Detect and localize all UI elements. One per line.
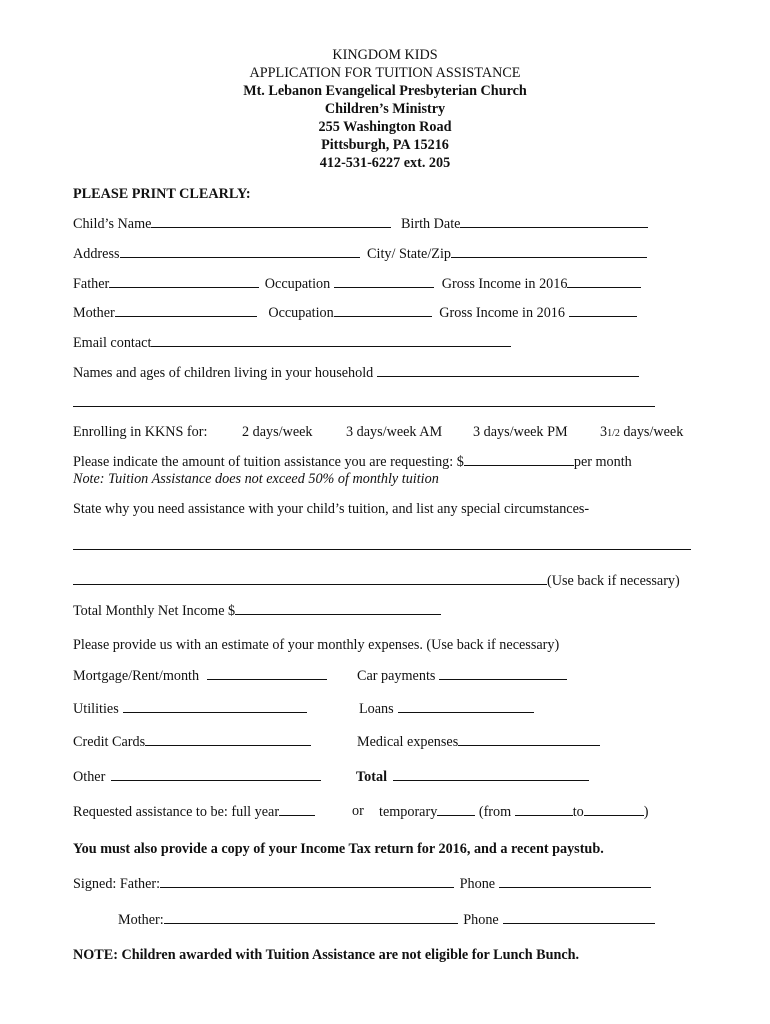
car-payments-row — [357, 666, 567, 685]
header-church-name: Mt. Lebanon Evangelical Presbyterian Church — [243, 83, 527, 99]
mother-signature-label: Mother: — [118, 912, 164, 928]
use-back-note: (Use back if necessary) — [547, 573, 680, 589]
credit-cards-label: Credit Cards — [73, 734, 146, 750]
mother-occupation-field[interactable] — [334, 303, 432, 317]
birth-date-label: Birth Date — [400, 216, 461, 232]
other-label: Other — [73, 769, 106, 785]
enrolling-label: Enrolling in KKNS for: — [73, 424, 208, 440]
credit-cards-field[interactable] — [145, 732, 311, 746]
state-why-label: State why you need assistance with your child’s tuition, and list any special circumstances- — [73, 501, 590, 517]
from-label: (from — [478, 804, 512, 820]
father-occupation-label: Occupation — [264, 276, 331, 292]
tuition-note: Note: Tuition Assistance does not exceed 50% of monthly tuition — [73, 471, 439, 487]
car-payments-label: Car payments — [357, 668, 436, 684]
loans-field[interactable] — [398, 699, 534, 713]
household-children-label: Names and ages of children living in your household — [73, 365, 374, 381]
mother-phone-field[interactable] — [503, 910, 655, 924]
reason-row-1 — [73, 536, 691, 555]
reason-field-1[interactable] — [73, 536, 691, 550]
utilities-row — [73, 699, 307, 718]
option-3-half-days[interactable] — [600, 423, 683, 443]
mother-income-label: Gross Income in 2016 — [439, 305, 565, 321]
temporary-group — [379, 802, 649, 821]
birth-date-field[interactable] — [460, 214, 648, 228]
total-row — [356, 767, 589, 786]
net-income-row — [73, 601, 441, 620]
loans-row — [359, 699, 534, 718]
household-children-row-2 — [73, 393, 655, 412]
medical-field[interactable] — [458, 732, 600, 746]
other-row — [73, 767, 321, 786]
header-program-name: KINGDOM KIDS — [332, 47, 438, 63]
address-field[interactable] — [120, 244, 360, 258]
mother-row — [73, 303, 637, 322]
city-state-zip-field[interactable] — [451, 244, 647, 258]
print-clearly-heading: PLEASE PRINT CLEARLY: — [73, 186, 251, 202]
mortgage-field[interactable] — [207, 666, 327, 680]
temporary-label: temporary — [379, 804, 438, 820]
father-signature-row — [73, 874, 651, 893]
signed-father-label: Signed: Father: — [73, 876, 161, 892]
credit-cards-row — [73, 732, 311, 751]
net-income-label: Total Monthly Net Income $ — [73, 603, 236, 619]
medical-label: Medical expenses — [357, 734, 459, 750]
reason-row-2 — [73, 571, 680, 590]
father-name-field[interactable] — [109, 274, 259, 288]
mortgage-label: Mortgage/Rent/month — [73, 668, 200, 684]
child-name-label: Child’s Name — [73, 216, 152, 232]
mother-income-field[interactable] — [569, 303, 637, 317]
city-state-zip-label: City/ State/Zip — [367, 246, 451, 262]
mortgage-row — [73, 666, 327, 685]
form-header — [0, 46, 770, 172]
net-income-field[interactable] — [235, 601, 441, 615]
mother-signature-row — [118, 910, 655, 929]
father-income-field[interactable] — [567, 274, 641, 288]
enrolling-row — [73, 423, 684, 441]
income-tax-requirement: You must also provide a copy of your Income Tax return for 2016, and a recent paystub. — [73, 841, 604, 857]
option-2-days[interactable]: 2 days/week — [242, 424, 313, 440]
assistance-amount-label: Please indicate the amount of tuition assistance you are requesting: $ — [73, 454, 464, 470]
lunch-bunch-note: NOTE: Children awarded with Tuition Assistance are not eligible for Lunch Bunch. — [73, 947, 580, 963]
father-signature-field[interactable] — [160, 874, 454, 888]
per-month-label: per month — [573, 454, 632, 470]
assistance-amount-field[interactable] — [464, 452, 574, 466]
total-label: Total — [356, 769, 388, 785]
close-paren: ) — [643, 804, 649, 820]
father-phone-label: Phone — [459, 876, 496, 892]
temporary-field[interactable] — [437, 802, 475, 816]
household-children-field-2[interactable] — [73, 393, 655, 407]
father-label: Father — [73, 276, 110, 292]
medical-row — [357, 732, 600, 751]
requested-assistance-row — [73, 802, 649, 821]
full-year-field[interactable] — [279, 802, 315, 816]
email-field[interactable] — [151, 333, 511, 347]
child-name-row — [73, 214, 648, 233]
utilities-field[interactable] — [123, 699, 307, 713]
other-field[interactable] — [111, 767, 321, 781]
full-year-label: Requested assistance to be: full year — [73, 804, 280, 820]
option-3-half-fraction: 1/2 — [607, 428, 620, 439]
mother-name-field[interactable] — [115, 303, 257, 317]
address-row — [73, 244, 647, 263]
reason-field-2[interactable] — [73, 571, 547, 585]
household-children-field[interactable] — [377, 363, 639, 377]
to-date-field[interactable] — [584, 802, 644, 816]
child-name-field[interactable] — [151, 214, 391, 228]
assistance-amount-row — [73, 452, 632, 471]
email-label: Email contact — [73, 335, 152, 351]
father-income-label: Gross Income in 2016 — [441, 276, 568, 292]
total-field[interactable] — [393, 767, 589, 781]
option-3-days-am[interactable]: 3 days/week AM — [346, 424, 443, 440]
option-3-half-whole: 3 — [600, 424, 608, 440]
header-form-title: APPLICATION FOR TUITION ASSISTANCE — [249, 65, 521, 81]
mother-phone-label: Phone — [463, 912, 499, 928]
utilities-label: Utilities — [73, 701, 119, 717]
option-3-half-rest: days/week — [619, 424, 684, 440]
loans-label: Loans — [359, 701, 394, 717]
email-row — [73, 333, 511, 352]
header-city: Pittsburgh, PA 15216 — [321, 137, 449, 153]
header-street: 255 Washington Road — [318, 119, 452, 135]
mother-occupation-label: Occupation — [268, 305, 334, 321]
or-label: or — [352, 803, 364, 819]
mother-signature-field[interactable] — [164, 910, 458, 924]
father-phone-field[interactable] — [499, 874, 651, 888]
expenses-instructions: Please provide us with an estimate of your monthly expenses. (Use back if necessary) — [73, 637, 560, 653]
household-children-row — [73, 363, 639, 382]
address-label: Address — [73, 246, 120, 262]
to-label: to — [572, 804, 584, 820]
father-row — [73, 274, 641, 293]
header-ministry: Children’s Ministry — [324, 101, 446, 117]
father-occupation-field[interactable] — [334, 274, 434, 288]
mother-label: Mother — [73, 305, 115, 321]
car-payments-field[interactable] — [439, 666, 567, 680]
option-3-days-pm[interactable]: 3 days/week PM — [473, 424, 568, 440]
header-phone: 412-531-6227 ext. 205 — [319, 155, 451, 171]
from-date-field[interactable] — [515, 802, 573, 816]
